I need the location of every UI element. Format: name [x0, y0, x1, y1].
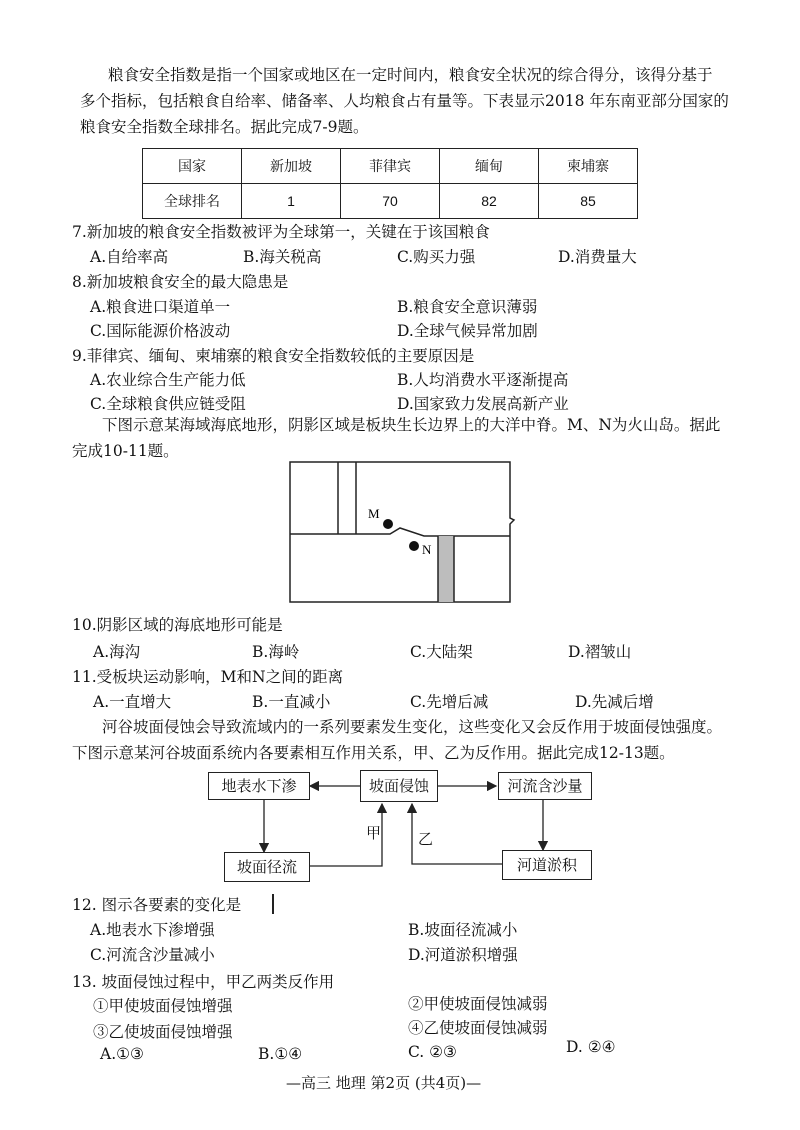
table-cell: 菲律宾 — [341, 149, 440, 184]
label-yi: 乙 — [418, 830, 434, 848]
stray-mark — [272, 894, 274, 914]
q10-option-b: B.海岭 — [252, 643, 300, 661]
question-11-stem: 11.受板块运动影响，M和N之间的距离 — [72, 668, 344, 686]
page-footer: —高三 地理 第2页 (共4页)— — [286, 1074, 482, 1092]
table-cell: 国家 — [143, 149, 242, 184]
intro2-line1: 下图示意某海域海底地形，阴影区域是板块生长边界上的大洋中脊。M、N为火山岛。据此 — [102, 416, 721, 434]
island-m-dot — [383, 519, 393, 529]
q9-option-d: D.国家致力发展高新产业 — [397, 395, 569, 413]
q11-option-b: B.一直减小 — [252, 693, 331, 711]
q9-option-a: A.农业综合生产能力低 — [90, 371, 246, 389]
q13-statement-1: ①甲使坡面侵蚀增强 — [93, 997, 233, 1015]
intro1-line3: 粮食安全指数全球排名。据此完成7-9题。 — [80, 118, 369, 136]
question-13-stem: 13. 坡面侵蚀过程中，甲乙两类反作用 — [72, 973, 335, 991]
label-jia: 甲 — [366, 824, 382, 842]
q7-option-b: B.海关税高 — [243, 248, 322, 266]
q8-option-d: D.全球气候异常加剧 — [397, 322, 538, 340]
table-cell: 柬埔寨 — [539, 149, 638, 184]
question-9-stem: 9.菲律宾、缅甸、柬埔寨的粮食安全指数较低的主要原因是 — [72, 347, 475, 365]
table-cell: 85 — [539, 184, 638, 219]
q13-statement-4: ④乙使坡面侵蚀减弱 — [408, 1019, 548, 1037]
q7-option-c: C.购买力强 — [397, 248, 476, 266]
question-12-stem: 12. 图示各要素的变化是 — [72, 896, 242, 914]
island-n-dot — [409, 541, 419, 551]
node-erosion: 坡面侵蚀 — [360, 770, 438, 802]
q9-option-c: C.全球粮食供应链受阻 — [90, 395, 246, 413]
q12-option-d: D.河道淤积增强 — [408, 946, 518, 964]
q13-statement-3: ③乙使坡面侵蚀增强 — [93, 1023, 233, 1041]
q8-option-c: C.国际能源价格波动 — [90, 322, 231, 340]
intro-paragraph-2 — [72, 412, 720, 464]
table-cell: 新加坡 — [242, 149, 341, 184]
q13-option-c: C. ②③ — [408, 1043, 457, 1061]
q13-option-b: B.①④ — [258, 1045, 303, 1063]
q12-option-c: C.河流含沙量减小 — [90, 946, 215, 964]
q13-statement-2: ②甲使坡面侵蚀减弱 — [408, 995, 548, 1013]
node-silting: 河道淤积 — [502, 850, 592, 880]
intro1-line1: 粮食安全指数是指一个国家或地区在一定时间内，粮食安全状况的综合得分，该得分基于 — [108, 66, 713, 84]
label-n: N — [422, 542, 432, 557]
ridge-shading — [438, 536, 454, 602]
q10-option-a: A.海沟 — [93, 643, 141, 661]
question-8-stem: 8.新加坡粮食安全的最大隐患是 — [72, 273, 289, 291]
q11-option-c: C.先增后减 — [410, 693, 489, 711]
intro-paragraph-3 — [72, 714, 722, 766]
intro1-line2: 多个指标，包括粮食自给率、储备率、人均粮食占有量等。下表显示2018 年东南亚部分国家的 — [80, 92, 729, 110]
intro-paragraph-1 — [80, 62, 729, 140]
intro3-line2: 下图示意某河谷坡面系统内各要素相互作用关系，甲、乙为反作用。据此完成12-13题。 — [72, 744, 675, 762]
seafloor-map — [286, 458, 516, 608]
q10-option-c: C.大陆架 — [410, 643, 473, 661]
table-cell: 1 — [242, 184, 341, 219]
q8-option-b: B.粮食安全意识薄弱 — [397, 298, 538, 316]
intro2-line2: 完成10-11题。 — [72, 442, 179, 460]
node-runoff: 坡面径流 — [224, 852, 310, 882]
q12-option-b: B.坡面径流减小 — [408, 921, 518, 939]
q12-option-a: A.地表水下渗增强 — [90, 921, 215, 939]
q11-option-a: A.一直增大 — [93, 693, 172, 711]
question-7-stem: 7.新加坡的粮食安全指数被评为全球第一，关键在于该国粮食 — [72, 223, 490, 241]
q7-option-a: A.自给率高 — [90, 248, 169, 266]
q13-option-a: A.①③ — [100, 1045, 144, 1063]
erosion-flow-diagram — [206, 770, 606, 880]
q13-option-d: D. ②④ — [566, 1038, 616, 1056]
label-m: M — [368, 506, 380, 521]
q8-option-a: A.粮食进口渠道单一 — [90, 298, 231, 316]
q11-option-d: D.先减后增 — [575, 693, 654, 711]
ranking-table — [142, 148, 638, 219]
table-header-row — [143, 149, 638, 184]
question-10-stem: 10.阴影区域的海底地形可能是 — [72, 616, 283, 634]
table-cell: 缅甸 — [440, 149, 539, 184]
node-sediment: 河流含沙量 — [498, 772, 592, 800]
q10-option-d: D.褶皱山 — [568, 643, 632, 661]
table-cell: 全球排名 — [143, 184, 242, 219]
node-infiltration: 地表水下渗 — [208, 772, 310, 800]
q7-option-d: D.消费量大 — [558, 248, 637, 266]
table-cell: 82 — [440, 184, 539, 219]
table-row — [143, 184, 638, 219]
q9-option-b: B.人均消费水平逐渐提高 — [397, 371, 569, 389]
intro3-line1: 河谷坡面侵蚀会导致流域内的一系列要素发生变化，这些变化又会反作用于坡面侵蚀强度。 — [102, 718, 723, 736]
table-cell: 70 — [341, 184, 440, 219]
